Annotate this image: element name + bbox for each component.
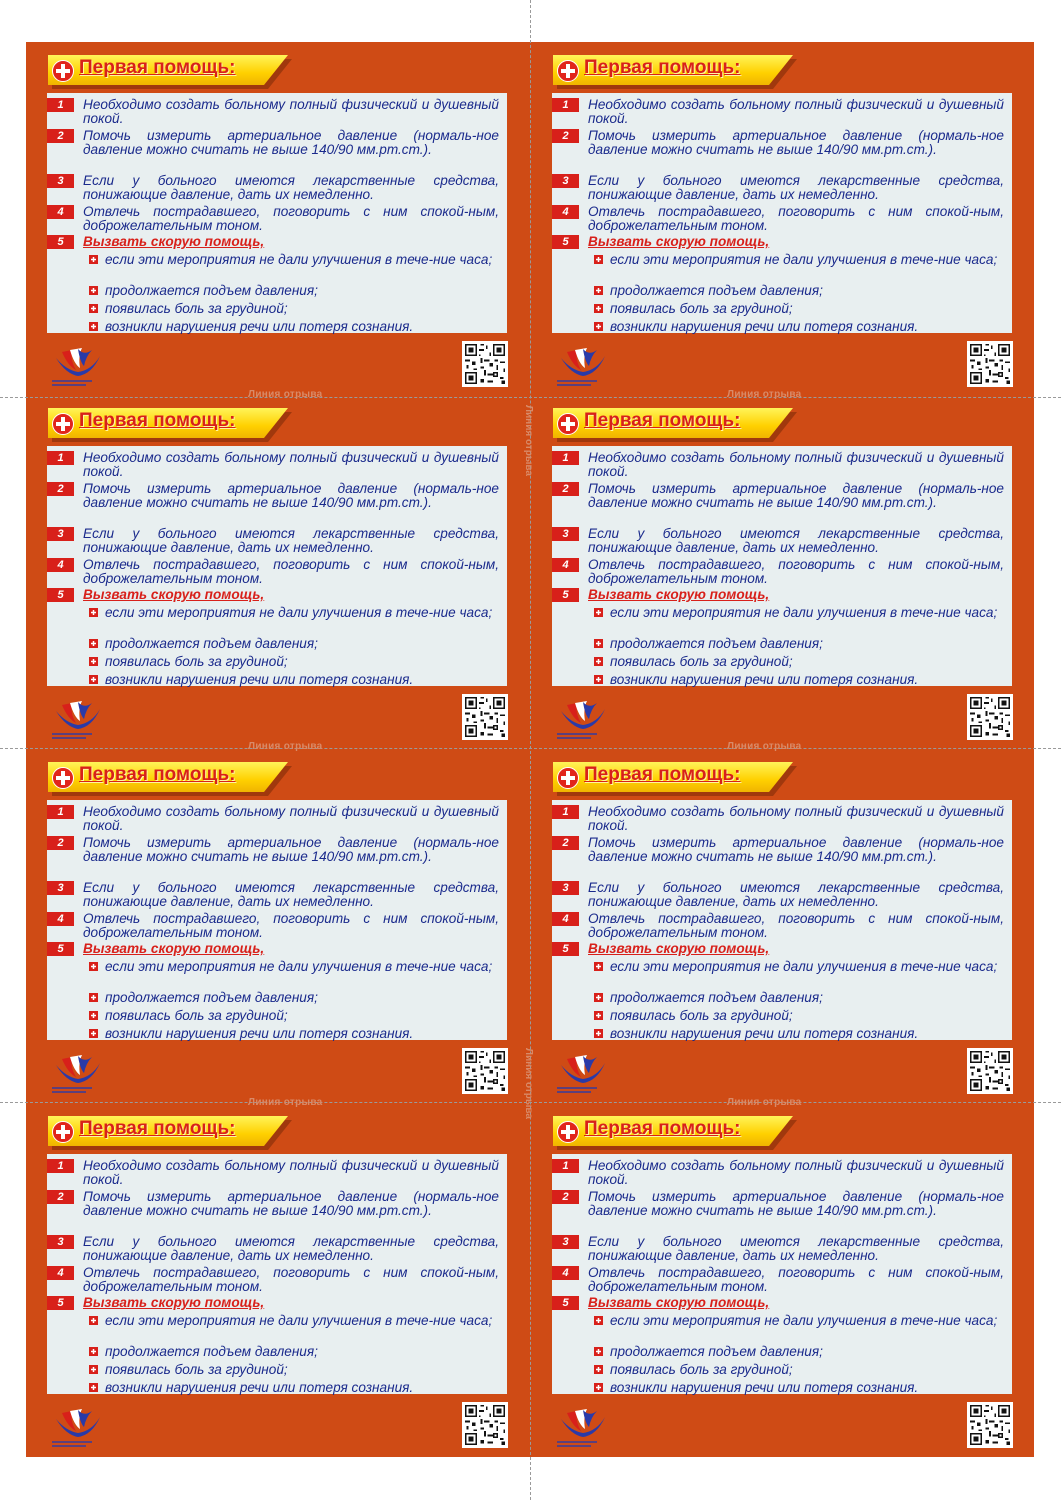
first-aid-cross-icon	[52, 1121, 74, 1143]
step-number: 4	[552, 1266, 579, 1280]
bullet-text: возникли нарушения речи или потеря сознания.	[610, 319, 919, 334]
card-title: Первая помощь:	[584, 410, 741, 431]
step-number: 4	[552, 912, 579, 926]
tear-line-label: Линия отрыва	[727, 741, 802, 752]
step-number: 1	[47, 451, 74, 465]
step-text: Отвлечь пострадавшего, поговорить с ним спокой-ным, доброжелательным тоном.	[588, 911, 1004, 940]
bullet-text: продолжается подъем давления;	[610, 636, 823, 651]
step-number: 5	[552, 235, 579, 249]
instructions-panel	[47, 800, 507, 1040]
step-text: Помочь измерить артериальное давление (нормаль-ное давление можно считать не выше 140/90 мм.рт.ст.).	[83, 481, 499, 510]
qr-code	[967, 1402, 1013, 1448]
step-number: 1	[552, 451, 579, 465]
bullet-cross-icon	[594, 1365, 603, 1374]
organization-logo	[48, 1407, 108, 1451]
step-number: 2	[552, 1190, 579, 1204]
bullet-text: возникли нарушения речи или потеря сознания.	[105, 672, 414, 687]
step-number: 4	[552, 205, 579, 219]
step-text: Если у больного имеются лекарственные средства, понижающие давление, дать их немедленно.	[83, 1234, 499, 1263]
step-text: Если у больного имеются лекарственные средства, понижающие давление, дать их немедленно.	[588, 880, 1004, 909]
bullet-cross-icon	[89, 304, 98, 313]
bullet-text: если эти мероприятия не дали улучшения в тече-ние часа;	[610, 959, 998, 974]
bullet-cross-icon	[594, 1011, 603, 1020]
step-number: 4	[47, 558, 74, 572]
bullet-cross-icon	[594, 286, 603, 295]
step-number: 4	[47, 912, 74, 926]
instructions-panel	[552, 1154, 1012, 1394]
bullet-cross-icon	[89, 1011, 98, 1020]
step-text: Помочь измерить артериальное давление (нормаль-ное давление можно считать не выше 140/90 мм.рт.ст.).	[588, 481, 1004, 510]
instructions-panel	[47, 1154, 507, 1394]
organization-logo	[553, 1053, 613, 1097]
bullet-cross-icon	[89, 322, 98, 331]
call-ambulance-text: Вызвать скорую помощь,	[83, 1295, 265, 1310]
call-ambulance-text: Вызвать скорую помощь,	[588, 941, 770, 956]
first-aid-cross-icon	[557, 413, 579, 435]
step-number: 1	[47, 1159, 74, 1173]
step-text: Необходимо создать больному полный физический и душевный покой.	[83, 1158, 499, 1187]
bullet-text: появилась боль за грудиной;	[610, 1362, 793, 1377]
call-ambulance-text: Вызвать скорую помощь,	[588, 1295, 770, 1310]
step-text: Помочь измерить артериальное давление (нормаль-ное давление можно считать не выше 140/90 мм.рт.ст.).	[588, 835, 1004, 864]
step-number: 2	[47, 836, 74, 850]
step-number: 3	[47, 881, 74, 895]
tear-line-label: Линия отрыва	[248, 741, 323, 752]
step-text: Необходимо создать больному полный физический и душевный покой.	[83, 804, 499, 833]
step-number: 5	[47, 1296, 74, 1310]
bullet-cross-icon	[594, 657, 603, 666]
bullet-cross-icon	[89, 657, 98, 666]
bullet-text: продолжается подъем давления;	[610, 990, 823, 1005]
card-title: Первая помощь:	[584, 57, 741, 78]
bullet-cross-icon	[89, 1365, 98, 1374]
instructions-panel	[552, 800, 1012, 1040]
tear-line-label: Линия отрыва	[727, 1097, 802, 1108]
step-text: Если у больного имеются лекарственные средства, понижающие давление, дать их немедленно.	[83, 173, 499, 202]
bullet-text: возникли нарушения речи или потеря сознания.	[105, 1026, 414, 1041]
instructions-panel	[47, 93, 507, 333]
qr-code	[462, 1048, 508, 1094]
bullet-cross-icon	[594, 608, 603, 617]
bullet-text: возникли нарушения речи или потеря сознания.	[610, 1380, 919, 1395]
bullet-text: если эти мероприятия не дали улучшения в тече-ние часа;	[105, 1313, 493, 1328]
step-text: Если у больного имеются лекарственные средства, понижающие давление, дать их немедленно.	[83, 880, 499, 909]
step-number: 1	[552, 98, 579, 112]
tear-line-label: Линия отрыва	[248, 1097, 323, 1108]
qr-code	[967, 1048, 1013, 1094]
first-aid-cross-icon	[557, 1121, 579, 1143]
step-number: 2	[47, 129, 74, 143]
bullet-cross-icon	[594, 639, 603, 648]
bullet-text: возникли нарушения речи или потеря сознания.	[610, 672, 919, 687]
bullet-cross-icon	[89, 675, 98, 684]
step-text: Помочь измерить артериальное давление (нормаль-ное давление можно считать не выше 140/90 мм.рт.ст.).	[588, 128, 1004, 157]
bullet-cross-icon	[594, 322, 603, 331]
bullet-cross-icon	[89, 608, 98, 617]
first-aid-card	[531, 1104, 1036, 1456]
first-aid-cross-icon	[52, 413, 74, 435]
step-text: Отвлечь пострадавшего, поговорить с ним спокой-ным, доброжелательным тоном.	[83, 204, 499, 233]
first-aid-card	[26, 750, 531, 1102]
first-aid-card	[26, 43, 531, 395]
bullet-cross-icon	[89, 1383, 98, 1392]
step-text: Если у больного имеются лекарственные средства, понижающие давление, дать их немедленно.	[588, 526, 1004, 555]
bullet-text: появилась боль за грудиной;	[610, 654, 793, 669]
tear-line-label: Линия отрыва	[727, 389, 802, 400]
bullet-text: продолжается подъем давления;	[105, 283, 318, 298]
step-number: 1	[47, 805, 74, 819]
bullet-text: появилась боль за грудиной;	[610, 301, 793, 316]
step-text: Необходимо создать больному полный физический и душевный покой.	[83, 97, 499, 126]
card-title: Первая помощь:	[584, 764, 741, 785]
step-number: 3	[552, 174, 579, 188]
step-text: Отвлечь пострадавшего, поговорить с ним спокой-ным, доброжелательным тоном.	[588, 557, 1004, 586]
call-ambulance-text: Вызвать скорую помощь,	[83, 234, 265, 249]
step-number: 1	[552, 805, 579, 819]
step-text: Отвлечь пострадавшего, поговорить с ним спокой-ным, доброжелательным тоном.	[83, 557, 499, 586]
call-ambulance-text: Вызвать скорую помощь,	[83, 587, 265, 602]
bullet-text: возникли нарушения речи или потеря сознания.	[105, 1380, 414, 1395]
first-aid-card	[531, 750, 1036, 1102]
organization-logo	[48, 346, 108, 390]
bullet-text: появилась боль за грудиной;	[610, 1008, 793, 1023]
organization-logo	[48, 1053, 108, 1097]
step-number: 5	[47, 942, 74, 956]
first-aid-card	[531, 43, 1036, 395]
step-number: 5	[47, 588, 74, 602]
step-text: Помочь измерить артериальное давление (нормаль-ное давление можно считать не выше 140/90 мм.рт.ст.).	[83, 128, 499, 157]
card-title: Первая помощь:	[584, 1118, 741, 1139]
step-number: 3	[552, 527, 579, 541]
step-text: Помочь измерить артериальное давление (нормаль-ное давление можно считать не выше 140/90 мм.рт.ст.).	[83, 835, 499, 864]
bullet-text: появилась боль за грудиной;	[105, 301, 288, 316]
step-number: 2	[552, 482, 579, 496]
qr-code	[967, 694, 1013, 740]
first-aid-card	[531, 396, 1036, 748]
first-aid-cross-icon	[52, 60, 74, 82]
tear-line-label-vertical: Линия отрыва	[523, 1048, 534, 1119]
first-aid-card	[26, 1104, 531, 1456]
qr-code	[462, 1402, 508, 1448]
bullet-text: если эти мероприятия не дали улучшения в тече-ние часа;	[610, 252, 998, 267]
step-number: 3	[47, 527, 74, 541]
horizontal-cut-line	[0, 748, 1061, 749]
bullet-cross-icon	[89, 993, 98, 1002]
step-text: Необходимо создать больному полный физический и душевный покой.	[588, 1158, 1004, 1187]
organization-logo	[48, 699, 108, 743]
step-text: Необходимо создать больному полный физический и душевный покой.	[588, 804, 1004, 833]
bullet-cross-icon	[89, 1316, 98, 1325]
step-number: 4	[552, 558, 579, 572]
bullet-text: появилась боль за грудиной;	[105, 654, 288, 669]
step-number: 5	[47, 235, 74, 249]
organization-logo	[553, 1407, 613, 1451]
instructions-panel	[552, 93, 1012, 333]
step-number: 1	[552, 1159, 579, 1173]
first-aid-cross-icon	[557, 767, 579, 789]
bullet-text: возникли нарушения речи или потеря сознания.	[610, 1026, 919, 1041]
bullet-text: продолжается подъем давления;	[105, 1344, 318, 1359]
step-number: 5	[552, 942, 579, 956]
step-number: 3	[47, 174, 74, 188]
call-ambulance-text: Вызвать скорую помощь,	[588, 234, 770, 249]
bullet-cross-icon	[594, 255, 603, 264]
bullet-cross-icon	[89, 286, 98, 295]
step-number: 4	[47, 205, 74, 219]
step-text: Отвлечь пострадавшего, поговорить с ним спокой-ным, доброжелательным тоном.	[83, 911, 499, 940]
bullet-cross-icon	[594, 1316, 603, 1325]
bullet-cross-icon	[89, 639, 98, 648]
qr-code	[462, 341, 508, 387]
step-number: 3	[552, 881, 579, 895]
step-text: Отвлечь пострадавшего, поговорить с ним спокой-ным, доброжелательным тоном.	[588, 1265, 1004, 1294]
bullet-cross-icon	[89, 962, 98, 971]
bullet-cross-icon	[594, 1029, 603, 1038]
instructions-panel	[47, 446, 507, 686]
step-text: Если у больного имеются лекарственные средства, понижающие давление, дать их немедленно.	[83, 526, 499, 555]
bullet-text: продолжается подъем давления;	[105, 636, 318, 651]
step-text: Если у больного имеются лекарственные средства, понижающие давление, дать их немедленно.	[588, 173, 1004, 202]
first-aid-cross-icon	[52, 767, 74, 789]
card-title: Первая помощь:	[79, 410, 236, 431]
call-ambulance-text: Вызвать скорую помощь,	[83, 941, 265, 956]
organization-logo	[553, 699, 613, 743]
bullet-text: появилась боль за грудиной;	[105, 1008, 288, 1023]
card-title: Первая помощь:	[79, 57, 236, 78]
step-number: 5	[552, 1296, 579, 1310]
step-number: 2	[552, 836, 579, 850]
bullet-cross-icon	[594, 1383, 603, 1392]
bullet-text: если эти мероприятия не дали улучшения в тече-ние часа;	[105, 605, 493, 620]
step-text: Отвлечь пострадавшего, поговорить с ним спокой-ным, доброжелательным тоном.	[83, 1265, 499, 1294]
bullet-cross-icon	[89, 255, 98, 264]
step-number: 2	[552, 129, 579, 143]
bullet-text: если эти мероприятия не дали улучшения в тече-ние часа;	[105, 959, 493, 974]
bullet-cross-icon	[594, 993, 603, 1002]
qr-code	[462, 694, 508, 740]
step-number: 1	[47, 98, 74, 112]
bullet-cross-icon	[594, 962, 603, 971]
tear-line-label: Линия отрыва	[248, 389, 323, 400]
instructions-panel	[552, 446, 1012, 686]
call-ambulance-text: Вызвать скорую помощь,	[588, 587, 770, 602]
step-number: 3	[47, 1235, 74, 1249]
step-number: 2	[47, 482, 74, 496]
tear-line-label-vertical: Линия отрыва	[523, 405, 534, 476]
bullet-text: если эти мероприятия не дали улучшения в тече-ние часа;	[610, 605, 998, 620]
step-number: 4	[47, 1266, 74, 1280]
card-title: Первая помощь:	[79, 764, 236, 785]
bullet-cross-icon	[594, 304, 603, 313]
step-text: Необходимо создать больному полный физический и душевный покой.	[588, 450, 1004, 479]
qr-code	[967, 341, 1013, 387]
bullet-text: появилась боль за грудиной;	[105, 1362, 288, 1377]
bullet-cross-icon	[594, 1347, 603, 1356]
bullet-text: продолжается подъем давления;	[610, 283, 823, 298]
bullet-cross-icon	[89, 1347, 98, 1356]
step-text: Помочь измерить артериальное давление (нормаль-ное давление можно считать не выше 140/90 мм.рт.ст.).	[83, 1189, 499, 1218]
bullet-text: возникли нарушения речи или потеря сознания.	[105, 319, 414, 334]
step-number: 3	[552, 1235, 579, 1249]
step-text: Необходимо создать больному полный физический и душевный покой.	[83, 450, 499, 479]
bullet-text: если эти мероприятия не дали улучшения в тече-ние часа;	[610, 1313, 998, 1328]
bullet-text: продолжается подъем давления;	[105, 990, 318, 1005]
bullet-cross-icon	[594, 675, 603, 684]
step-text: Отвлечь пострадавшего, поговорить с ним спокой-ным, доброжелательным тоном.	[588, 204, 1004, 233]
step-text: Если у больного имеются лекарственные средства, понижающие давление, дать их немедленно.	[588, 1234, 1004, 1263]
bullet-cross-icon	[89, 1029, 98, 1038]
step-number: 2	[47, 1190, 74, 1204]
card-title: Первая помощь:	[79, 1118, 236, 1139]
first-aid-cross-icon	[557, 60, 579, 82]
bullet-text: если эти мероприятия не дали улучшения в тече-ние часа;	[105, 252, 493, 267]
step-text: Помочь измерить артериальное давление (нормаль-ное давление можно считать не выше 140/90 мм.рт.ст.).	[588, 1189, 1004, 1218]
bullet-text: продолжается подъем давления;	[610, 1344, 823, 1359]
first-aid-card	[26, 396, 531, 748]
step-number: 5	[552, 588, 579, 602]
organization-logo	[553, 346, 613, 390]
step-text: Необходимо создать больному полный физический и душевный покой.	[588, 97, 1004, 126]
